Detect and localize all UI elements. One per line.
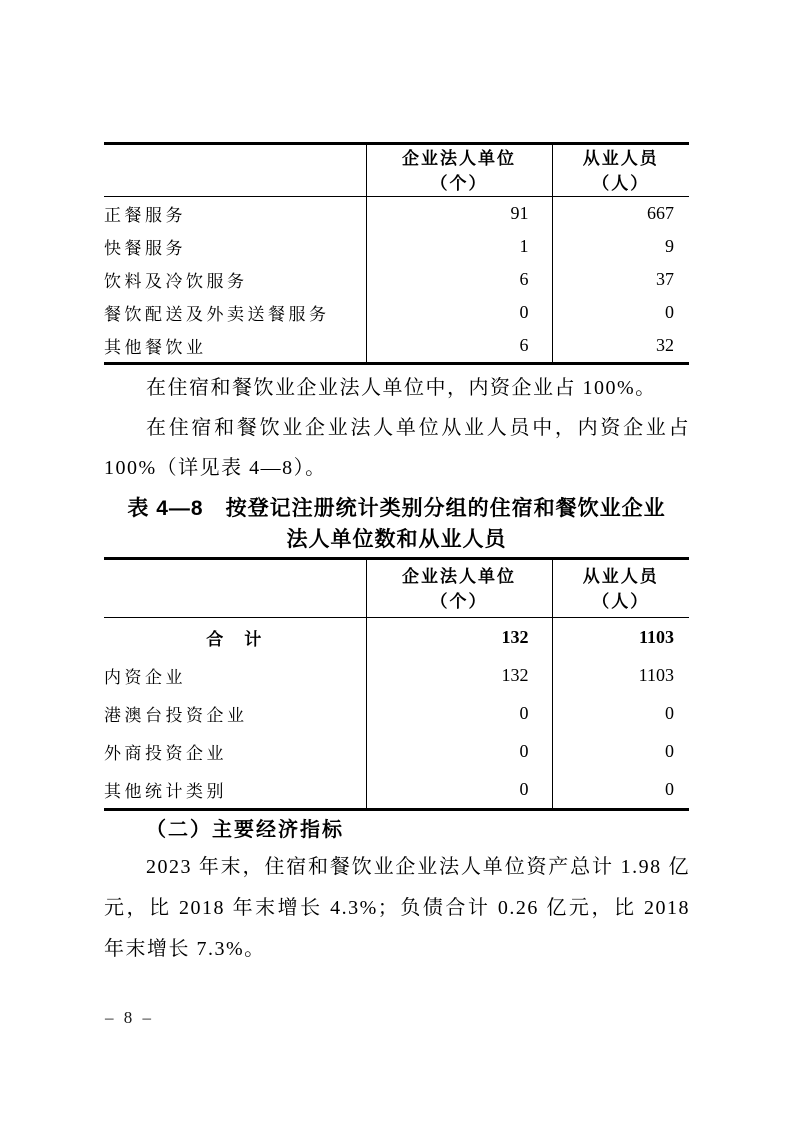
registration-type-table bbox=[104, 557, 689, 811]
persons-value: 37 bbox=[552, 263, 689, 296]
col-header-legal-units bbox=[366, 144, 552, 197]
paragraph-domestic-units: 在住宿和餐饮业企业法人单位中，内资企业占 100%。 bbox=[146, 377, 657, 399]
persons-value: 0 bbox=[552, 296, 689, 329]
persons-value: 1103 bbox=[552, 656, 689, 694]
table-row bbox=[104, 694, 689, 732]
units-value: 0 bbox=[366, 296, 552, 329]
units-value: 0 bbox=[366, 770, 552, 810]
row-label: 内资企业 bbox=[104, 667, 186, 687]
section-body-block bbox=[104, 847, 690, 970]
table-4-8-title bbox=[104, 493, 689, 555]
col-header-title: 从业人员 bbox=[582, 148, 659, 168]
col-header-legal-units bbox=[366, 559, 552, 618]
persons-value: 0 bbox=[552, 694, 689, 732]
row-label: 外商投资企业 bbox=[104, 743, 227, 763]
row-label: 快餐服务 bbox=[104, 239, 186, 258]
table-row bbox=[104, 770, 689, 810]
col-header-title: 从业人员 bbox=[582, 566, 659, 586]
col-header-title: 企业法人单位 bbox=[402, 566, 516, 586]
row-label: 其他餐饮业 bbox=[104, 338, 207, 357]
table-row bbox=[104, 197, 689, 231]
units-value: 1 bbox=[366, 230, 552, 263]
table-row bbox=[104, 263, 689, 296]
table-row bbox=[104, 656, 689, 694]
paragraph-economic-indicators: 2023 年末，住宿和餐饮业企业法人单位资产总计 1.98 亿元，比 2018 年末增长 4.3%；负债合计 0.26 亿元，比 2018 年末增长 7.3%。 bbox=[104, 856, 690, 960]
corner-cell bbox=[104, 144, 366, 197]
row-label: 饮料及冷饮服务 bbox=[104, 272, 248, 291]
col-header-employees bbox=[552, 144, 689, 197]
col-header-unit: （个） bbox=[430, 173, 488, 193]
paragraph-block bbox=[104, 368, 690, 488]
persons-value: 1103 bbox=[552, 618, 689, 657]
table-4-8-title-line1: 表 4—8 按登记注册统计类别分组的住宿和餐饮业企业 bbox=[127, 497, 666, 520]
row-label: 餐饮配送及外卖送餐服务 bbox=[104, 305, 330, 324]
row-label: 其他统计类别 bbox=[104, 781, 227, 801]
units-value: 6 bbox=[366, 263, 552, 296]
section-heading-economic-indicators: （二）主要经济指标 bbox=[146, 819, 344, 841]
col-header-employees bbox=[552, 559, 689, 618]
row-label: 正餐服务 bbox=[104, 206, 186, 225]
row-label: 合 计 bbox=[206, 629, 264, 649]
table-row bbox=[104, 296, 689, 329]
table-row-total bbox=[104, 618, 689, 657]
table-4-8-title-line2: 法人单位数和从业人员 bbox=[286, 528, 507, 551]
col-header-unit: （个） bbox=[430, 591, 488, 611]
units-value: 6 bbox=[366, 329, 552, 364]
table-header-row bbox=[104, 144, 689, 197]
row-label: 港澳台投资企业 bbox=[104, 705, 248, 725]
persons-value: 9 bbox=[552, 230, 689, 263]
units-value: 132 bbox=[366, 618, 552, 657]
page-number: – 8 – bbox=[105, 1008, 154, 1027]
persons-value: 667 bbox=[552, 197, 689, 231]
corner-cell bbox=[104, 559, 366, 618]
units-value: 132 bbox=[366, 656, 552, 694]
units-value: 91 bbox=[366, 197, 552, 231]
units-value: 0 bbox=[366, 694, 552, 732]
units-value: 0 bbox=[366, 732, 552, 770]
restaurant-category-table bbox=[104, 142, 689, 365]
table-row bbox=[104, 732, 689, 770]
persons-value: 32 bbox=[552, 329, 689, 364]
persons-value: 0 bbox=[552, 770, 689, 810]
persons-value: 0 bbox=[552, 732, 689, 770]
col-header-title: 企业法人单位 bbox=[402, 148, 516, 168]
paragraph-domestic-persons: 在住宿和餐饮业企业法人单位从业人员中，内资企业占 100%（详见表 4—8）。 bbox=[104, 417, 690, 479]
table-row bbox=[104, 230, 689, 263]
col-header-unit: （人） bbox=[592, 173, 650, 193]
table-header-row bbox=[104, 559, 689, 618]
table-row bbox=[104, 329, 689, 364]
col-header-unit: （人） bbox=[592, 591, 650, 611]
